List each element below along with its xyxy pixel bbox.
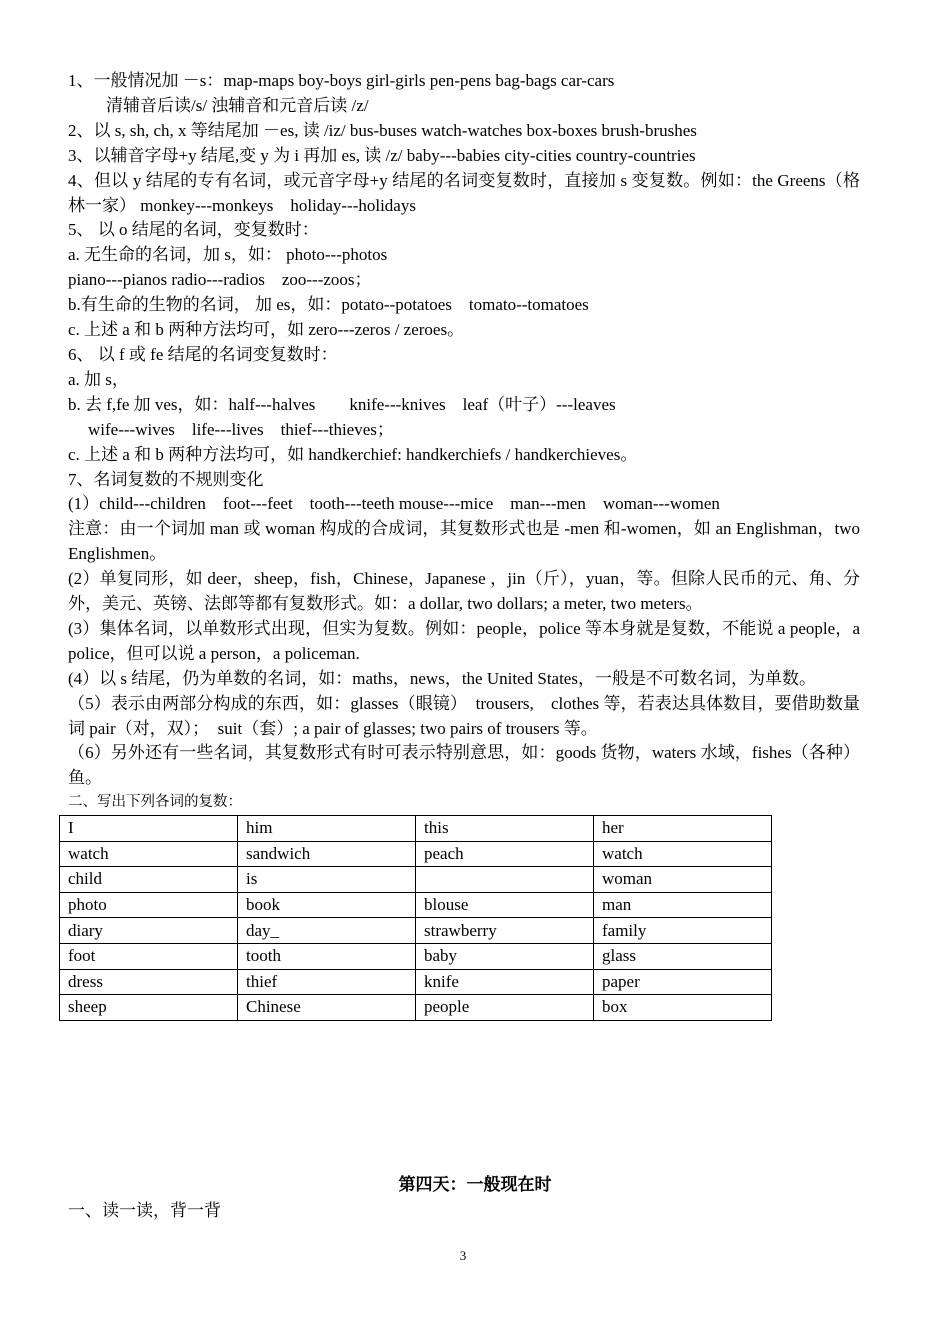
table-cell: blouse <box>416 892 594 918</box>
rule-6b: b. 去 f,fe 加 ves，如：half---halves knife---knives leaf（叶子）---leaves <box>68 394 616 414</box>
table-cell: Chinese <box>238 995 416 1021</box>
rule-6c: c. 上述 a 和 b 两种方法均可，如 handkerchief: handkerchiefs / handkerchieves。 <box>68 444 638 464</box>
table-cell: strawberry <box>416 918 594 944</box>
rule-7-2: (2）单复同形，如 deer，sheep，fish，Chinese，Japanese ，jin（斤），yuan，等。但除人民币的元、角、分外，美元、英镑、法郎等都有复数形式。如：a dollar, two dollars; a meter, two meters。 <box>68 569 860 614</box>
table-cell: glass <box>594 943 772 969</box>
table-cell: book <box>238 892 416 918</box>
table-cell: her <box>594 816 772 842</box>
table-cell: dress <box>60 969 238 995</box>
table-cell: knife <box>416 969 594 995</box>
rule-5b: b.有生命的生物的名词， 加 es，如：potato--potatoes tomato--tomatoes <box>68 295 589 315</box>
rule-7-1: (1）child---children foot---feet tooth---teeth mouse---mice man---men woman---women <box>68 494 720 514</box>
table-cell: watch <box>594 841 772 867</box>
day-four-title: 第四天：一般现在时 <box>398 1175 552 1194</box>
table-row <box>60 867 772 893</box>
body-text <box>68 69 860 813</box>
table-cell: is <box>238 867 416 893</box>
table-cell: him <box>238 816 416 842</box>
table-cell: peach <box>416 841 594 867</box>
table-cell <box>416 867 594 893</box>
table-cell: paper <box>594 969 772 995</box>
rule-7-4: (4）以 s 结尾，仍为单数的名词，如：maths，news，the United States，一般是不可数名词，为单数。 <box>68 668 816 688</box>
rule-7-5: （5）表示由两部分构成的东西，如：glasses（眼镜） trousers, clothes 等，若表达具体数目，要借助数量词 pair（对，双）； suit（套）; a pair of glasses; two pairs of trousers 等。 <box>68 693 860 738</box>
table-cell: day_ <box>238 918 416 944</box>
table-cell: family <box>594 918 772 944</box>
rule-5c: c. 上述 a 和 b 两种方法均可，如 zero---zeros / zeroes。 <box>68 320 465 340</box>
page-number: 3 <box>459 1248 467 1263</box>
table-cell: tooth <box>238 943 416 969</box>
exercise-heading: 二、写出下列各词的复数： <box>68 794 242 811</box>
rule-1: 1、一般情况加 －s：map-maps boy-boys girl-girls pen-pens bag-bags car-cars <box>68 71 615 90</box>
section-read-recite: 一、读一读，背一背 <box>68 1201 221 1220</box>
table-cell: child <box>60 867 238 893</box>
rule-2: 2、以 s, sh, ch, x 等结尾加 －es, 读 /iz/ bus-buses watch-watches box-boxes brush-brushes <box>68 120 697 140</box>
rule-7: 7、名词复数的不规则变化 <box>68 469 264 489</box>
table-cell: box <box>594 995 772 1021</box>
rule-6b-examples: wife---wives life---lives thief---thieves； <box>88 419 394 439</box>
rule-5a: a. 无生命的名词，加 s，如： photo---photos <box>68 245 388 265</box>
rule-3: 3、以辅音字母+y 结尾,变 y 为 i 再加 es, 读 /z/ baby---babies city-cities country-countries <box>68 145 696 165</box>
rule-5: 5、 以 o 结尾的名词，变复数时： <box>68 220 319 240</box>
table-cell: I <box>60 816 238 842</box>
table-cell: diary <box>60 918 238 944</box>
table-cell: this <box>416 816 594 842</box>
table-cell: man <box>594 892 772 918</box>
table-cell: foot <box>60 943 238 969</box>
table-cell: people <box>416 995 594 1021</box>
rule-7-3: (3）集体名词，以单数形式出现，但实为复数。例如：people，police 等本身就是复数，不能说 a people，a police，但可以说 a person，a policeman. <box>68 618 860 663</box>
rule-1-pronunciation: 清辅音后读/s/ 浊辅音和元音后读 /z/ <box>106 95 369 115</box>
table-row <box>60 841 772 867</box>
table-cell: thief <box>238 969 416 995</box>
rule-7-6: （6）另外还有一些名词，其复数形式有时可表示特别意思，如：goods 货物，waters 水域，fishes（各种）鱼。 <box>68 743 860 788</box>
table-row <box>60 995 772 1021</box>
table-cell: sandwich <box>238 841 416 867</box>
table-cell: baby <box>416 943 594 969</box>
rule-6: 6、 以 f 或 fe 结尾的名词变复数时： <box>68 344 338 364</box>
table-cell: woman <box>594 867 772 893</box>
table-cell: sheep <box>60 995 238 1021</box>
rule-7-note: 注意：由一个词加 man 或 woman 构成的合成词，其复数形式也是 -men 和-women，如 an Englishman，two Englishmen。 <box>68 519 860 564</box>
table-row <box>60 816 772 842</box>
table-row <box>60 918 772 944</box>
table-cell: watch <box>60 841 238 867</box>
table-row <box>60 969 772 995</box>
rule-5a-examples: piano---pianos radio---radios zoo---zoos； <box>68 270 372 290</box>
table-row <box>60 892 772 918</box>
table-cell: photo <box>60 892 238 918</box>
rule-4: 4、但以 y 结尾的专有名词，或元音字母+y 结尾的名词变复数时，直接加 s 变复数。例如：the Greens（格林一家） monkey---monkeys holiday---holidays <box>68 170 860 215</box>
table-row <box>60 943 772 969</box>
rule-6a: a. 加 s， <box>68 369 129 389</box>
plural-exercise-table <box>59 815 772 1021</box>
